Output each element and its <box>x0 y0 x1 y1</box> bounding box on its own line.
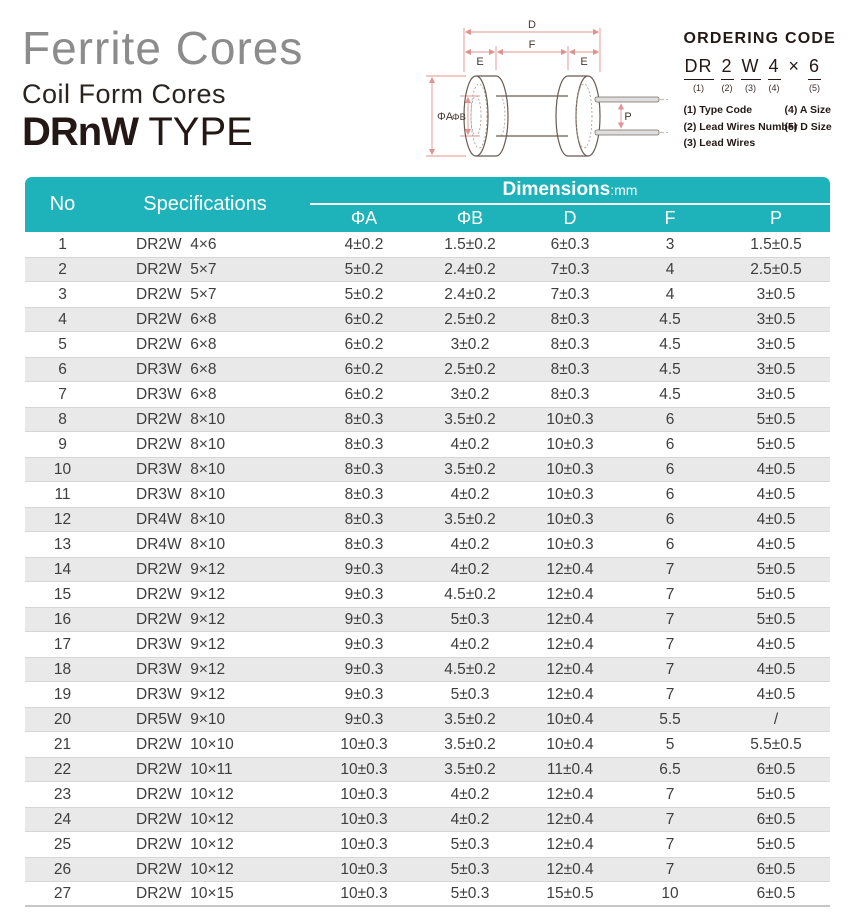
cell-specification: DR2W 10×12 <box>136 785 234 803</box>
type-title <box>22 111 416 153</box>
column-header-no: No <box>25 177 100 232</box>
cell-no: 16 <box>25 607 100 632</box>
cell-phi-b: 5±0.3 <box>418 882 522 907</box>
cell-no: 4 <box>25 307 100 332</box>
code-segment <box>721 57 734 94</box>
code-char: W <box>741 57 761 80</box>
cell-d: 10±0.3 <box>546 435 594 453</box>
table-row <box>25 732 830 757</box>
cell-d: 10±0.3 <box>546 535 594 553</box>
cell-phi-b: 4±0.2 <box>450 535 490 553</box>
cell-d: 10±0.3 <box>522 507 618 532</box>
cell-no: 13 <box>53 535 72 553</box>
code-position: (4) <box>768 82 780 93</box>
cell-no: 20 <box>25 707 100 732</box>
table-row <box>25 882 830 907</box>
cell-no: 11 <box>54 485 71 503</box>
cell-phi-b: 4±0.2 <box>450 785 490 803</box>
cell-no: 6 <box>25 357 100 382</box>
dim-label-phi-b: ΦB <box>451 112 466 123</box>
table-row <box>25 457 830 482</box>
table-row <box>25 707 830 732</box>
cell-specification: DR2W 4×6 <box>136 235 217 253</box>
cell-specification: DR3W 8×10 <box>100 457 310 482</box>
cell-phi-b: 4.5±0.2 <box>418 657 522 682</box>
legend-item: (5) D Size <box>784 120 832 133</box>
table-row <box>25 857 830 882</box>
cell-f: 6 <box>665 485 675 503</box>
cell-phi-a: 5±0.2 <box>344 285 384 303</box>
cell-d: 12±0.4 <box>522 557 618 582</box>
table-row <box>25 357 830 382</box>
cell-no: 24 <box>25 807 100 832</box>
cell-d: 8±0.3 <box>550 335 590 353</box>
cell-phi-a: 6±0.2 <box>344 385 384 403</box>
column-header-specifications: Specifications <box>100 177 310 232</box>
cell-p: 5±0.5 <box>756 785 796 803</box>
legend-item: (4) A Size <box>784 103 831 116</box>
code-char: DR <box>684 57 714 80</box>
cell-phi-b: 4±0.2 <box>450 635 490 653</box>
cell-specification: DR2W 9×12 <box>100 557 310 582</box>
cell-d: 12±0.4 <box>522 807 618 832</box>
cell-d: 6±0.3 <box>550 235 590 253</box>
cell-phi-b: 4±0.2 <box>450 435 490 453</box>
cell-no: 8 <box>25 407 100 432</box>
column-header-p: P <box>722 205 830 232</box>
cell-p: 4±0.5 <box>756 635 796 653</box>
table-row <box>25 507 830 532</box>
cell-phi-a: 10±0.3 <box>310 807 418 832</box>
drum-core-drawing <box>416 18 668 176</box>
cell-d: 12±0.4 <box>522 857 618 882</box>
table-row <box>25 407 830 432</box>
cell-phi-b: 4±0.2 <box>450 485 490 503</box>
cell-phi-b: 2.4±0.2 <box>444 285 496 303</box>
cell-phi-b: 3.5±0.2 <box>418 507 522 532</box>
dim-label-p: P <box>623 111 632 123</box>
cell-f: 7 <box>665 785 675 803</box>
cell-no: 10 <box>25 457 100 482</box>
cell-phi-a: 5±0.2 <box>310 257 418 282</box>
page-subtitle: Coil Form Cores <box>22 79 227 110</box>
cell-f: 4.5 <box>618 357 722 382</box>
cell-specification: DR2W 10×10 <box>136 735 234 753</box>
cell-specification: DR2W 10×12 <box>100 807 310 832</box>
cell-no: 7 <box>58 385 67 403</box>
cell-phi-a: 9±0.3 <box>310 657 418 682</box>
table-row <box>25 807 830 832</box>
column-header-f: F <box>618 205 722 232</box>
column-header-phi-a: ΦA <box>310 205 418 232</box>
hidden-lines <box>471 84 592 148</box>
cell-p: 3±0.5 <box>722 357 830 382</box>
cell-specification: DR3W 9×12 <box>136 685 226 703</box>
cell-specification: DR5W 9×10 <box>100 707 310 732</box>
cell-p: 4±0.5 <box>756 685 796 703</box>
code-char: × <box>788 56 801 76</box>
cell-d: 12±0.4 <box>546 635 594 653</box>
specifications-table <box>25 177 830 907</box>
cell-phi-b: 4±0.2 <box>418 807 522 832</box>
cell-f: 4 <box>618 257 722 282</box>
cell-phi-a: 10±0.3 <box>310 882 418 907</box>
code-position: (2) <box>721 82 733 93</box>
cell-phi-a: 8±0.3 <box>310 507 418 532</box>
cell-phi-b: 4±0.2 <box>418 557 522 582</box>
cell-phi-b: 5±0.3 <box>418 607 522 632</box>
cell-specification: DR2W 10×12 <box>100 857 310 882</box>
code-char: 6 <box>808 57 821 80</box>
cell-specification: DR2W 5×7 <box>136 285 217 303</box>
cell-p: 6±0.5 <box>722 807 830 832</box>
page-header <box>0 0 850 174</box>
cell-d: 10±0.3 <box>546 485 594 503</box>
cell-phi-a: 9±0.3 <box>310 607 418 632</box>
code-position: (3) <box>745 82 757 93</box>
cell-d: 10±0.4 <box>522 707 618 732</box>
cell-phi-b: 3.5±0.2 <box>418 457 522 482</box>
cell-phi-b: 1.5±0.2 <box>444 235 496 253</box>
column-group-dimensions <box>310 177 830 205</box>
code-segment <box>684 57 714 94</box>
cell-p: 5±0.5 <box>756 435 796 453</box>
cell-f: 4.5 <box>659 335 681 353</box>
page-title: Ferrite Cores <box>22 22 304 74</box>
dim-label-f: F <box>528 39 535 51</box>
cell-d: 12±0.4 <box>546 585 594 603</box>
table-row <box>25 782 830 807</box>
ordering-code-legend <box>684 102 837 152</box>
cell-f: 7 <box>665 585 675 603</box>
cell-f: 7 <box>665 835 675 853</box>
cell-p: / <box>722 707 830 732</box>
cell-d: 11±0.4 <box>522 757 618 782</box>
title-block <box>22 16 416 174</box>
cell-d: 12±0.4 <box>546 835 594 853</box>
ordering-code-title: ORDERING CODE <box>683 30 836 47</box>
column-header-phi-b: ΦB <box>418 205 522 232</box>
cell-f: 5 <box>665 735 675 753</box>
table-row <box>25 607 830 632</box>
table-row <box>25 282 830 307</box>
cell-d: 10±0.4 <box>546 735 594 753</box>
cell-no: 18 <box>25 657 100 682</box>
cell-p: 3±0.5 <box>756 385 796 403</box>
cell-phi-a: 6±0.2 <box>310 357 418 382</box>
cell-p: 5.5±0.5 <box>750 735 802 753</box>
cell-specification: DR2W 10×15 <box>100 882 310 907</box>
type-title-bold: DRnW <box>22 110 138 155</box>
cell-phi-b: 5±0.3 <box>450 835 490 853</box>
dimensions-label: Dimensions <box>502 179 611 200</box>
cell-d: 8±0.3 <box>550 385 590 403</box>
cell-no: 19 <box>53 685 72 703</box>
extension-lines <box>426 28 600 156</box>
table-header <box>25 177 830 232</box>
cell-p: 4±0.5 <box>756 485 796 503</box>
cell-phi-a: 6±0.2 <box>344 335 384 353</box>
cell-specification: DR3W 9×12 <box>100 657 310 682</box>
legend-item: (1) Type Code <box>683 103 753 116</box>
dim-label-d: D <box>527 19 536 31</box>
cell-phi-b: 3.5±0.2 <box>444 735 496 753</box>
cell-p: 6±0.5 <box>722 757 830 782</box>
cell-f: 7 <box>665 685 675 703</box>
cell-phi-b: 2.4±0.2 <box>418 257 522 282</box>
code-char: 2 <box>721 57 734 80</box>
cell-p: 5±0.5 <box>722 407 830 432</box>
table-row <box>25 582 830 607</box>
dimensions-unit: :mm <box>610 182 638 198</box>
cell-p: 3±0.5 <box>756 285 796 303</box>
cell-specification: DR2W 6×8 <box>100 307 310 332</box>
cell-d: 12±0.4 <box>522 657 618 682</box>
cell-phi-b: 2.5±0.2 <box>418 307 522 332</box>
table-row <box>25 557 830 582</box>
code-segment <box>808 57 821 94</box>
cell-f: 7 <box>618 857 722 882</box>
table-row <box>25 232 830 257</box>
cell-phi-a: 9±0.3 <box>344 685 384 703</box>
spec-table-body <box>25 232 830 907</box>
cell-specification: DR3W 6×8 <box>100 357 310 382</box>
cell-phi-b: 2.5±0.2 <box>418 357 522 382</box>
cell-phi-b: 3.5±0.2 <box>418 707 522 732</box>
cell-no: 21 <box>53 735 72 753</box>
cell-f: 6 <box>618 407 722 432</box>
cell-f: 6 <box>665 435 675 453</box>
cell-specification: DR2W 8×10 <box>136 435 226 453</box>
cell-p: 1.5±0.5 <box>750 235 802 253</box>
cell-p: 5±0.5 <box>722 607 830 632</box>
cell-d: 12±0.4 <box>546 785 594 803</box>
cell-phi-a: 9±0.3 <box>344 635 384 653</box>
core-dimension-diagram <box>416 16 668 174</box>
cell-no: 9 <box>58 435 67 453</box>
cell-f: 3 <box>665 235 675 253</box>
cell-specification: DR2W 10×11 <box>100 757 310 782</box>
cell-p: 4±0.5 <box>756 535 796 553</box>
cell-f: 6 <box>618 457 722 482</box>
cell-p: 5±0.5 <box>756 835 796 853</box>
table-row <box>25 307 830 332</box>
cell-no: 26 <box>25 857 100 882</box>
cell-phi-a: 8±0.3 <box>344 485 384 503</box>
cell-phi-b: 3.5±0.2 <box>418 407 522 432</box>
table-row <box>25 382 830 407</box>
table-row <box>25 432 830 457</box>
ordering-code-string <box>684 57 837 94</box>
cell-d: 7±0.3 <box>550 285 590 303</box>
cell-specification: DR2W 6×8 <box>136 335 217 353</box>
cell-f: 7 <box>665 635 675 653</box>
cell-phi-a: 6±0.2 <box>310 307 418 332</box>
cell-specification: DR3W 9×12 <box>136 635 226 653</box>
cell-p: 5±0.5 <box>722 557 830 582</box>
cell-f: 6.5 <box>618 757 722 782</box>
cell-specification: DR3W 6×8 <box>136 385 217 403</box>
legend-item: (2) Lead Wires Number <box>683 120 798 133</box>
cell-p: 6±0.5 <box>722 882 830 907</box>
dim-label-phi-a: ΦA <box>436 111 453 123</box>
cell-p: 6±0.5 <box>722 857 830 882</box>
cell-no: 14 <box>25 557 100 582</box>
cell-no: 12 <box>25 507 100 532</box>
table-row <box>25 332 830 357</box>
table-row <box>25 657 830 682</box>
code-segment <box>768 57 781 94</box>
cell-d: 10±0.3 <box>522 457 618 482</box>
cell-phi-b: 4.5±0.2 <box>444 585 496 603</box>
cell-phi-a: 9±0.3 <box>310 707 418 732</box>
cell-d: 15±0.5 <box>522 882 618 907</box>
cell-no: 23 <box>53 785 72 803</box>
cell-no: 15 <box>53 585 72 603</box>
table-row <box>25 257 830 282</box>
cell-specification: DR2W 9×12 <box>100 607 310 632</box>
code-segment <box>741 57 761 94</box>
table-row <box>25 532 830 557</box>
code-position: (5) <box>809 82 821 93</box>
core-body <box>464 76 600 156</box>
legend-item: (3) Lead Wires <box>683 137 756 150</box>
cell-f: 6 <box>618 507 722 532</box>
cell-phi-a: 10±0.3 <box>310 857 418 882</box>
cell-f: 6 <box>665 535 675 553</box>
cell-phi-a: 4±0.2 <box>344 235 384 253</box>
cell-no: 5 <box>58 335 67 353</box>
cell-f: 7 <box>618 807 722 832</box>
ordering-code-panel <box>668 16 843 174</box>
cell-phi-a: 10±0.3 <box>340 835 388 853</box>
cell-f: 4.5 <box>659 385 681 403</box>
cell-d: 12±0.4 <box>546 685 594 703</box>
cell-phi-b: 3±0.2 <box>450 335 490 353</box>
cell-f: 7 <box>618 607 722 632</box>
cell-p: 2.5±0.5 <box>722 257 830 282</box>
table-row <box>25 682 830 707</box>
column-header-d: D <box>522 205 618 232</box>
cell-specification: DR2W 5×7 <box>100 257 310 282</box>
cell-phi-a: 8±0.3 <box>310 457 418 482</box>
cell-specification: DR3W 8×10 <box>136 485 226 503</box>
cell-phi-b: 3±0.2 <box>450 385 490 403</box>
cell-phi-a: 8±0.3 <box>344 435 384 453</box>
cell-f: 7 <box>618 557 722 582</box>
cell-p: 3±0.5 <box>756 335 796 353</box>
cell-p: 3±0.5 <box>722 307 830 332</box>
cell-phi-a: 8±0.3 <box>310 407 418 432</box>
table-row <box>25 832 830 857</box>
cell-d: 7±0.3 <box>522 257 618 282</box>
cell-specification: DR2W 8×10 <box>100 407 310 432</box>
table-row <box>25 757 830 782</box>
cell-p: 4±0.5 <box>722 507 830 532</box>
cell-p: 5±0.5 <box>756 585 796 603</box>
table-row <box>25 632 830 657</box>
cell-f: 5.5 <box>618 707 722 732</box>
dim-label-e-right: E <box>579 56 588 68</box>
cell-f: 10 <box>618 882 722 907</box>
code-position: (1) <box>693 82 704 93</box>
cell-d: 12±0.4 <box>522 607 618 632</box>
cell-specification: DR2W 10×12 <box>136 835 234 853</box>
cell-d: 8±0.3 <box>522 307 618 332</box>
cell-p: 4±0.5 <box>722 657 830 682</box>
cell-no: 22 <box>25 757 100 782</box>
cell-no: 27 <box>25 882 100 907</box>
cell-phi-b: 5±0.3 <box>450 685 490 703</box>
cell-p: 4±0.5 <box>722 457 830 482</box>
cell-phi-a: 10±0.3 <box>340 735 388 753</box>
dim-label-e-left: E <box>475 56 484 68</box>
cell-phi-a: 10±0.3 <box>340 785 388 803</box>
cell-d: 8±0.3 <box>522 357 618 382</box>
type-title-rest: TYPE <box>137 110 253 155</box>
cell-no: 3 <box>58 285 67 303</box>
cell-f: 4.5 <box>618 307 722 332</box>
cell-no: 25 <box>53 835 72 853</box>
cell-phi-a: 10±0.3 <box>310 757 418 782</box>
cell-specification: DR4W 8×10 <box>100 507 310 532</box>
cell-f: 7 <box>618 657 722 682</box>
table-row <box>25 482 830 507</box>
code-segment <box>788 57 802 93</box>
cell-phi-a: 9±0.3 <box>344 585 384 603</box>
cell-specification: DR4W 8×10 <box>136 535 226 553</box>
cell-no: 1 <box>58 235 67 253</box>
cell-phi-b: 5±0.3 <box>418 857 522 882</box>
cell-f: 4 <box>665 285 675 303</box>
cell-d: 10±0.3 <box>522 407 618 432</box>
cell-phi-a: 8±0.3 <box>344 535 384 553</box>
cell-no: 17 <box>53 635 72 653</box>
cell-phi-a: 9±0.3 <box>310 557 418 582</box>
cell-specification: DR2W 9×12 <box>136 585 226 603</box>
dimension-labels <box>436 19 631 123</box>
cell-phi-b: 3.5±0.2 <box>418 757 522 782</box>
legend-item <box>785 135 837 152</box>
code-char: 4 <box>768 57 781 80</box>
cell-no: 2 <box>25 257 100 282</box>
